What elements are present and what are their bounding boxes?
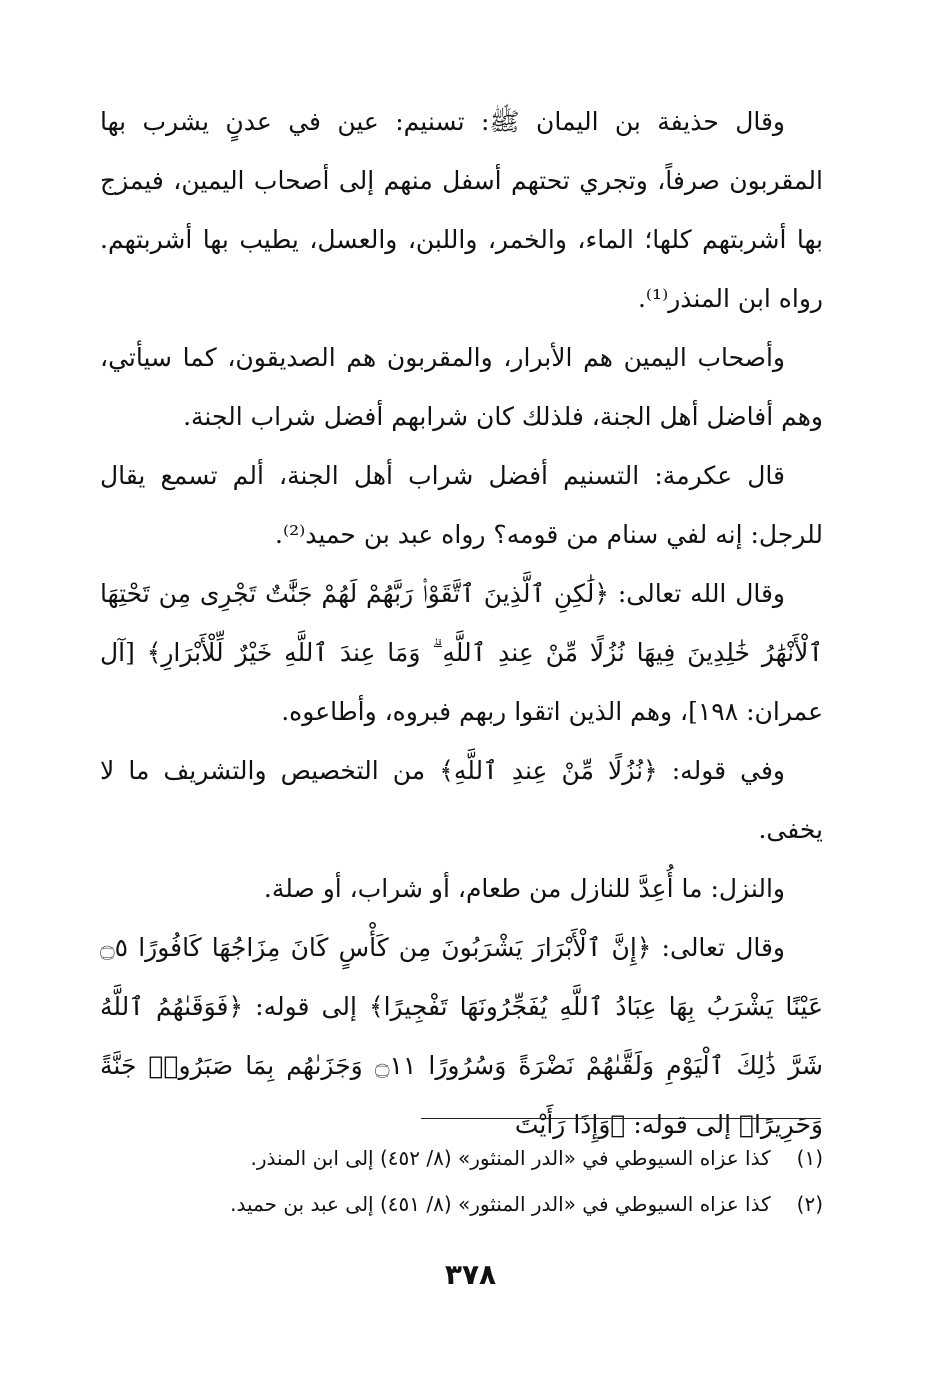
paragraph: وفي قوله: ﴿نُزُلًا مِّنْ عِندِ ٱللَّهِ﴾ من التخصيص والتشريف ما لا يخفى. xyxy=(100,756,823,844)
footnote-text: كذا عزاه السيوطي في «الدر المنثور» (٨/ ٤٥١) إلى عبد بن حميد. xyxy=(230,1192,771,1216)
paragraph: قال عكرمة: التسنيم أفضل شراب أهل الجنة، ألم تسمع يقال للرجل: إنه لفي سنام من قومه؟ رواه عبد بن حميد⁽²⁾. xyxy=(100,461,823,549)
footnote-divider xyxy=(421,1118,821,1119)
paragraph: وأصحاب اليمين هم الأبرار، والمقربون هم الصديقون، كما سيأتي، وهم أفاضل أهل الجنة، فلذلك كان شرابهم أفضل شراب الجنة. xyxy=(100,343,823,431)
main-text xyxy=(100,92,823,1154)
footnote-text: كذا عزاه السيوطي في «الدر المنثور» (٨/ ٤٥٢) إلى ابن المنذر. xyxy=(250,1146,771,1170)
paragraph: وقال الله تعالى: ﴿لَٰكِنِ ٱلَّذِينَ ٱتَّقَوْا۟ رَبَّهُمْ لَهُمْ جَنَّٰتٌ تَجْرِى مِن تَحْتِهَا ٱلْأَنْهَٰرُ خَٰلِدِينَ فِيهَا نُزُلًا مِّنْ عِندِ ٱللَّهِ ۗ وَمَا عِندَ ٱللَّهِ خَيْرٌ لِّلْأَبْرَارِ﴾ [آل عمران: ١٩٨]، وهم الذين اتقوا ربهم فبروه، وأطاعوه. xyxy=(100,579,823,726)
footnote xyxy=(100,1181,823,1227)
footnote-number: (١) xyxy=(796,1146,823,1170)
footnote xyxy=(100,1135,823,1181)
paragraph: وقال تعالى: ﴿إِنَّ ٱلْأَبْرَارَ يَشْرَبُونَ مِن كَأْسٍ كَانَ مِزَاجُهَا كَافُورًا ۝٥ عَيْنًا يَشْرَبُ بِهَا عِبَادُ ٱللَّهِ يُفَجِّرُونَهَا تَفْجِيرًا﴾ إلى قوله: ﴿فَوَقَىٰهُمُ ٱللَّهُ شَرَّ ذَٰلِكَ ٱلْيَوْمِ وَلَقَّىٰهُمْ نَضْرَةً وَسُرُورًا ۝١١ وَجَزَىٰهُم بِمَا صَبَرُوا۟ جَنَّةً وَحَرِيرًا﴾ إلى قوله: ﴿وَإِذَا رَأَيْتَ xyxy=(100,933,823,1139)
footnote-number: (٢) xyxy=(796,1192,823,1216)
paragraph: والنزل: ما أُعِدَّ للنازل من طعام، أو شراب، أو صلة. xyxy=(263,874,785,903)
page-number: ٣٧٨ xyxy=(444,1258,497,1291)
footnotes xyxy=(100,1135,823,1227)
paragraph: وقال حذيفة بن اليمان ﷺ: تسنيم: عين في عدنٍ يشرب بها المقربون صرفاً، وتجري تحتهم أسفل منهم إلى أصحاب اليمين، فيمزج بها أشربتهم كلها؛ الماء، والخمر، واللبن، والعسل، يطيب بها أشربتهم. رواه ابن المنذر⁽¹⁾. xyxy=(100,107,823,313)
